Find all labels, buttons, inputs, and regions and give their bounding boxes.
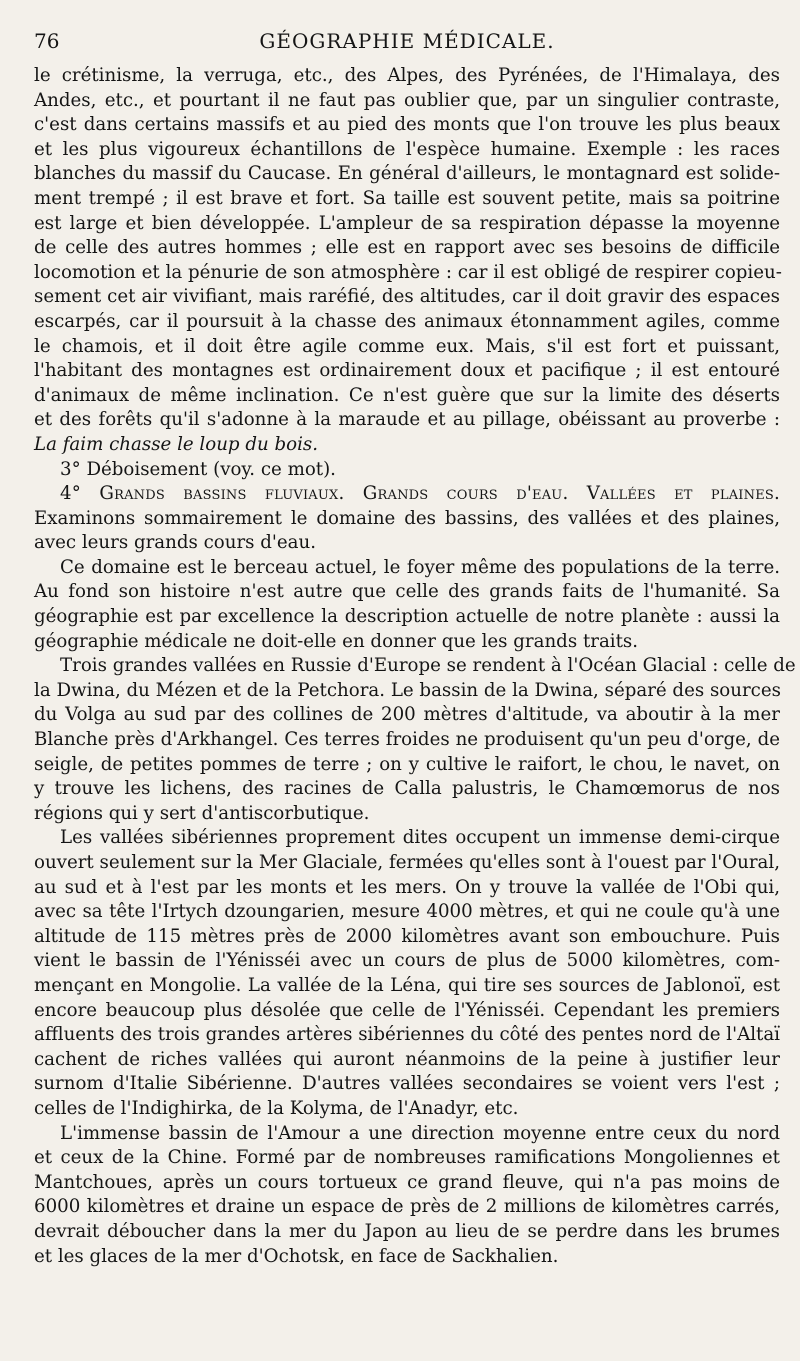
page-number: 76 bbox=[34, 29, 60, 53]
text-line: seigle, de petites pommes de terre ; on y cultive le raifort, le chou, le navet, on bbox=[34, 753, 780, 775]
text-line: altitude de 115 mètres près de 2000 kilomètres avant son embouchure. Puis bbox=[34, 925, 780, 947]
text-line: sement cet air vivifiant, mais raréfié, des altitudes, car il doit gravir des espaces bbox=[34, 286, 780, 308]
text-line: au sud et à l'est par les monts et les mers. On y trouve la vallée de l'Obi qui, bbox=[34, 876, 780, 898]
text-line: Au fond son histoire n'est autre que celle des grands faits de l'humanité. Sa bbox=[34, 581, 780, 603]
running-title: GÉOGRAPHIE MÉDICALE. bbox=[259, 29, 555, 53]
text-line: et les glaces de la mer d'Ochotsk, en face de Sackhalien. bbox=[34, 1245, 559, 1267]
text-line: Trois grandes vallées en Russie d'Europe se rendent à l'Océan Glacial : celle de bbox=[60, 655, 796, 677]
text-line: cachent de riches vallées qui auront néanmoins de la peine à justifier leur bbox=[34, 1048, 780, 1070]
text-line: de celle des autres hommes ; elle est en rapport avec ses besoins de difficile bbox=[34, 237, 780, 259]
text-line: celles de l'Indighirka, de la Kolyma, de l'Anadyr, etc. bbox=[34, 1097, 519, 1119]
text-line: l'habitant des montagnes est ordinairement doux et pacifique ; il est entouré bbox=[34, 360, 780, 382]
text-line: devrait déboucher dans la mer du Japon au lieu de se perdre dans les brumes bbox=[34, 1220, 780, 1242]
section-4-heading: 4° Grands bassins fluviaux. Grands cours d'eau. Vallées et plaines. bbox=[60, 483, 780, 505]
text-line: le chamois, et il doit être agile comme eux. Mais, s'il est fort et puissant, bbox=[34, 335, 780, 357]
text-line: blanches du massif du Caucase. En général d'ailleurs, le montagnard est solide- bbox=[34, 163, 780, 185]
text-line: 6000 kilomètres et draine un espace de près de 2 millions de kilomètres carrés, bbox=[34, 1196, 780, 1218]
text-line: mençant en Mongolie. La vallée de la Léna, qui tire ses sources de Jablonoï, est bbox=[34, 974, 780, 996]
text-line: régions qui y sert d'antiscorbutique. bbox=[34, 802, 370, 824]
text-line: ment trempé ; il est brave et fort. Sa taille est souvent petite, mais sa poitrine bbox=[34, 187, 780, 209]
proverb-line: La faim chasse le loup du bois. bbox=[34, 433, 319, 455]
text-line: Mantchoues, après un cours tortueux ce grand fleuve, qui n'a pas moins de bbox=[34, 1171, 780, 1193]
text-line: et les plus vigoureux échantillons de l'espèce humaine. Exemple : les races bbox=[34, 138, 780, 160]
text-line: ouvert seulement sur la Mer Glaciale, fermées qu'elles sont à l'ouest par l'Oural, bbox=[34, 852, 780, 873]
text-line: du Volga au sud par des collines de 200 mètres d'altitude, va aboutir à la mer bbox=[34, 704, 780, 726]
text-line: d'animaux de même inclination. Ce n'est guère que sur la limite des déserts bbox=[34, 384, 780, 406]
text-line: locomotion et la pénurie de son atmosphère : car il est obligé de respirer copieu- bbox=[34, 261, 782, 283]
text-line: c'est dans certains massifs et au pied des monts que l'on trouve les plus beaux bbox=[34, 114, 780, 136]
text-line: la Dwina, du Mézen et de la Petchora. Le bassin de la Dwina, séparé des sources bbox=[34, 679, 781, 701]
section-3-heading: 3° Déboisement (voy. ce mot). bbox=[60, 458, 336, 480]
text-line: encore beaucoup plus désolée que celle de l'Yénisséi. Cependant les premiers bbox=[34, 999, 780, 1021]
text-line: géographie médicale ne doit-elle en donner que les grands traits. bbox=[34, 630, 639, 652]
text-line: et ceux de la Chine. Formé par de nombreuses ramifications Mongoliennes et bbox=[34, 1147, 780, 1169]
text-line: géographie est par excellence la description actuelle de notre planète : aussi la bbox=[34, 606, 780, 628]
text-line: L'immense bassin de l'Amour a une direction moyenne entre ceux du nord bbox=[60, 1122, 780, 1144]
text-line: Ce domaine est le berceau actuel, le foyer même des populations de la terre. bbox=[60, 556, 780, 578]
text-line: Examinons sommairement le domaine des bassins, des vallées et des plaines, bbox=[34, 507, 780, 529]
body-text bbox=[34, 64, 796, 1269]
text-line: avec sa tête l'Irtych dzoungarien, mesure 4000 mètres, et qui ne coule qu'à une bbox=[34, 901, 780, 923]
page-header bbox=[34, 26, 780, 56]
text-line: vient le bassin de l'Yénisséi avec un cours de plus de 5000 kilomètres, com- bbox=[34, 950, 780, 972]
text-line: avec leurs grands cours d'eau. bbox=[34, 532, 317, 554]
text-line: escarpés, car il poursuit à la chasse des animaux étonnamment agiles, comme bbox=[34, 310, 780, 332]
text-line: et des forêts qu'il s'adonne à la maraude et au pillage, obéissant au proverbe : bbox=[34, 409, 780, 431]
text-line: affluents des trois grandes artères sibériennes du côté des pentes nord de l'Altaï bbox=[34, 1024, 780, 1046]
text-line: Blanche près d'Arkhangel. Ces terres froides ne produisent qu'un peu d'orge, de bbox=[34, 729, 780, 751]
text-line: surnom d'Italie Sibérienne. D'autres vallées secondaires se voient vers l'est ; bbox=[34, 1073, 780, 1095]
text-line: le crétinisme, la verruga, etc., des Alpes, des Pyrénées, de l'Himalaya, des bbox=[34, 65, 780, 86]
text-line: Andes, etc., et pourtant il ne faut pas oublier que, par un singulier contraste, bbox=[34, 89, 780, 111]
text-line: Les vallées sibériennes proprement dites occupent un immense demi-cirque bbox=[60, 827, 780, 849]
text-line: est large et bien développée. L'ampleur de sa respiration dépasse la moyenne bbox=[34, 212, 780, 234]
text-line: y trouve les lichens, des racines de Calla palustris, le Chamœmorus de nos bbox=[34, 778, 780, 800]
